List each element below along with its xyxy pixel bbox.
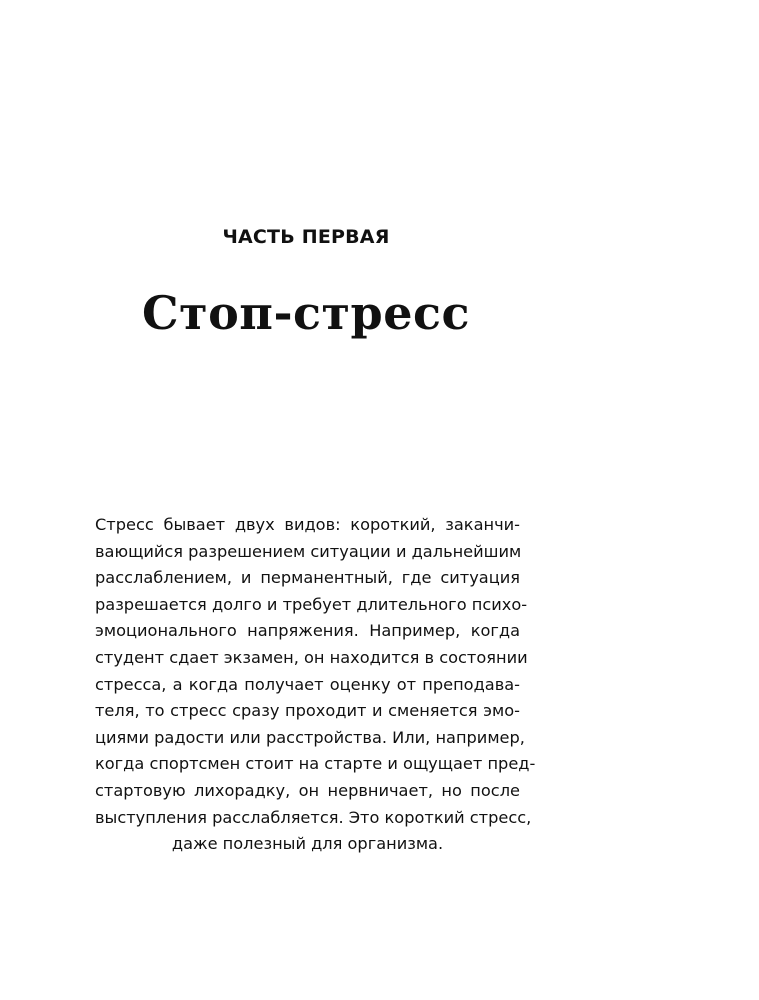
part-label: ЧАСТЬ ПЕРВАЯ — [222, 226, 390, 248]
paragraph-line: стартовую лихорадку, он нервничает, но после — [95, 780, 520, 800]
paragraph-line: Стресс бывает двух видов: короткий, заканчи- — [95, 515, 520, 534]
paragraph-line: стресса, а когда получает оценку от преподава- — [95, 674, 520, 694]
paragraph-line: выступления расслабляется. Это короткий стресс, — [95, 807, 532, 827]
paragraph-line: когда спортсмен стоит на старте и ощущает пред- — [95, 754, 536, 774]
paragraph-line: теля, то стресс сразу проходит и сменяется эмо- — [95, 701, 520, 721]
paragraph-line: эмоционального напряжения. Например, когда — [95, 621, 520, 641]
paragraph-line: расслаблением, и перманентный, где ситуация — [95, 568, 520, 588]
paragraph-line: даже полезный для организма. — [171, 834, 444, 854]
paragraph-line: студент сдает экзамен, он находится в состоянии — [95, 647, 528, 667]
paragraph-line: вающийся разрешением ситуации и дальнейшим — [95, 541, 522, 561]
body-paragraph — [95, 512, 536, 858]
paragraph-line: циями радости или расстройства. Или, например, — [95, 727, 525, 747]
paragraph-line: разрешается долго и требует длительного психо- — [95, 594, 528, 614]
chapter-title: Стоп-стресс — [141, 286, 471, 340]
